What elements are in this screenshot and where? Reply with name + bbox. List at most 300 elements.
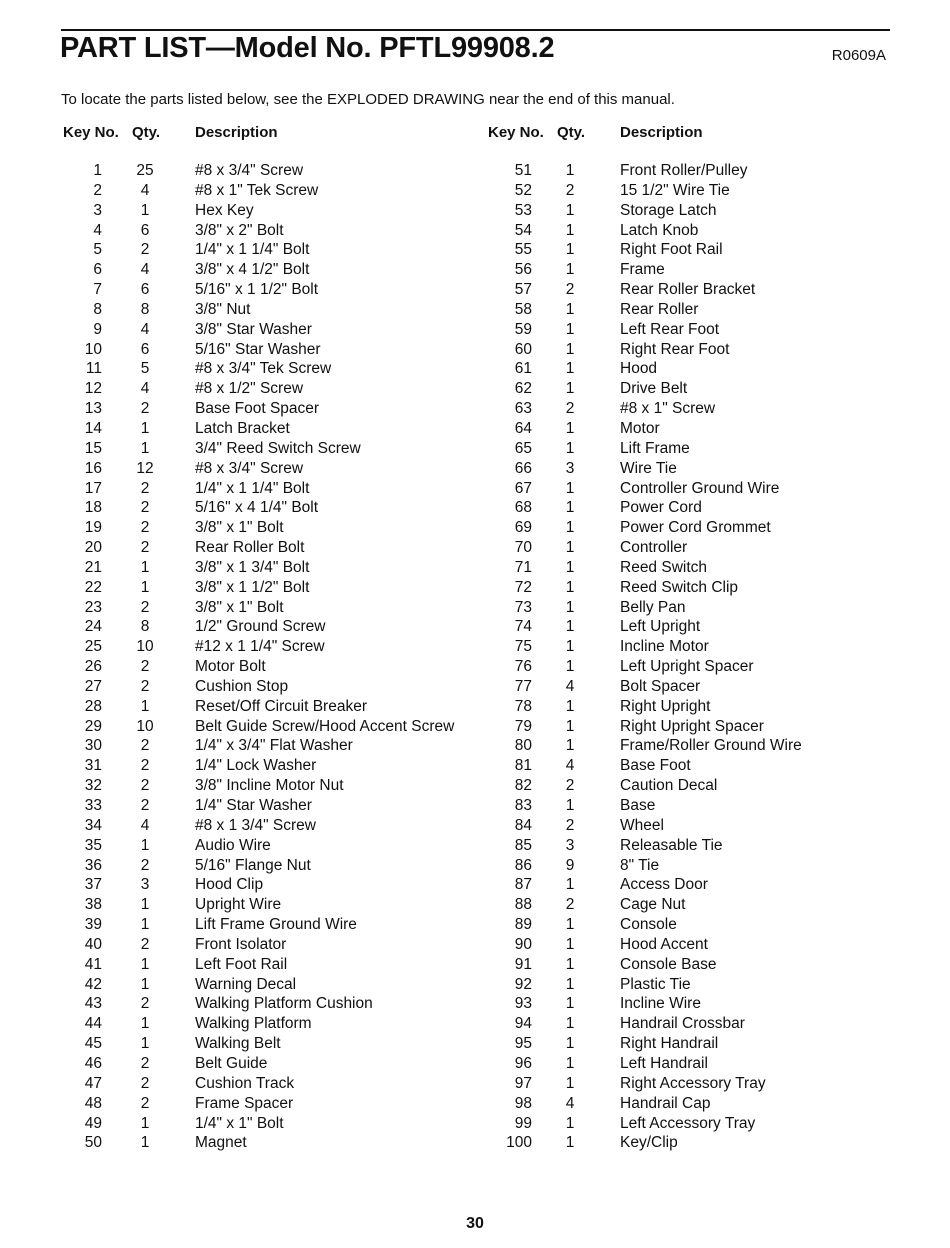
part-key-no: 31 bbox=[84, 757, 102, 775]
part-qty: 2 bbox=[140, 479, 150, 497]
part-row bbox=[488, 976, 908, 996]
part-description: 3/8" x 1" Bolt bbox=[195, 598, 284, 616]
part-key-no: 95 bbox=[514, 1035, 532, 1053]
part-qty: 1 bbox=[140, 419, 150, 437]
part-key-no: 5 bbox=[93, 241, 102, 259]
part-row bbox=[488, 936, 908, 956]
part-qty: 1 bbox=[565, 320, 575, 338]
part-description: Power Cord bbox=[620, 499, 702, 517]
part-qty: 4 bbox=[565, 677, 575, 695]
part-description: Hood bbox=[620, 360, 658, 378]
part-key-no: 34 bbox=[84, 816, 102, 834]
part-description: Right Upright bbox=[620, 697, 711, 715]
part-description: Cushion Track bbox=[195, 1074, 295, 1092]
part-description: 15 1/2" Wire Tie bbox=[620, 181, 730, 199]
part-description: Walking Belt bbox=[195, 1035, 281, 1053]
header-qty: Qty. bbox=[132, 124, 161, 141]
part-qty: 2 bbox=[565, 777, 575, 795]
part-description: Reed Switch bbox=[620, 558, 708, 576]
part-qty: 1 bbox=[565, 916, 575, 934]
part-description: #8 x 3/4" Tek Screw bbox=[195, 360, 332, 378]
part-qty: 4 bbox=[140, 181, 150, 199]
part-row bbox=[63, 1015, 483, 1035]
part-key-no: 6 bbox=[93, 261, 102, 279]
part-row bbox=[488, 995, 908, 1015]
part-description: 3/8" x 1 1/2" Bolt bbox=[195, 578, 310, 596]
part-row bbox=[63, 678, 483, 698]
part-qty: 10 bbox=[136, 717, 154, 735]
part-qty: 1 bbox=[565, 737, 575, 755]
part-qty: 1 bbox=[565, 360, 575, 378]
part-qty: 1 bbox=[565, 241, 575, 259]
part-description: Hex Key bbox=[195, 201, 254, 219]
part-key-no: 18 bbox=[84, 499, 102, 517]
part-description: Front Isolator bbox=[195, 935, 287, 953]
part-key-no: 84 bbox=[514, 816, 532, 834]
part-qty: 2 bbox=[140, 400, 150, 418]
part-row bbox=[488, 777, 908, 797]
part-description: Drive Belt bbox=[620, 380, 688, 398]
part-qty: 6 bbox=[140, 281, 150, 299]
part-qty: 2 bbox=[140, 241, 150, 259]
part-key-no: 86 bbox=[514, 856, 532, 874]
part-description: Console bbox=[620, 916, 677, 934]
part-row bbox=[63, 1134, 483, 1154]
part-row bbox=[63, 360, 483, 380]
part-key-no: 43 bbox=[84, 995, 102, 1013]
header-description: Description bbox=[620, 124, 703, 141]
part-key-no: 32 bbox=[84, 777, 102, 795]
part-qty: 3 bbox=[140, 876, 150, 894]
part-row bbox=[488, 261, 908, 281]
part-description: Latch Bracket bbox=[195, 419, 290, 437]
part-qty: 1 bbox=[565, 1054, 575, 1072]
part-qty: 2 bbox=[140, 519, 150, 537]
part-description: Lift Frame Ground Wire bbox=[195, 916, 357, 934]
part-row bbox=[63, 480, 483, 500]
part-description: Left Handrail bbox=[620, 1054, 708, 1072]
part-description: 3/4" Reed Switch Screw bbox=[195, 439, 361, 457]
part-key-no: 2 bbox=[93, 181, 102, 199]
part-qty: 1 bbox=[565, 380, 575, 398]
part-description: 8" Tie bbox=[620, 856, 660, 874]
part-row bbox=[488, 757, 908, 777]
part-description: Belt Guide Screw/Hood Accent Screw bbox=[195, 717, 455, 735]
part-description: Reed Switch Clip bbox=[620, 578, 739, 596]
part-row bbox=[488, 618, 908, 638]
part-row bbox=[63, 698, 483, 718]
part-qty: 2 bbox=[140, 658, 150, 676]
part-description: Magnet bbox=[195, 1134, 247, 1152]
part-row bbox=[488, 1055, 908, 1075]
part-qty: 1 bbox=[140, 1134, 150, 1152]
part-row bbox=[488, 162, 908, 182]
part-qty: 2 bbox=[140, 1054, 150, 1072]
part-description: Access Door bbox=[620, 876, 708, 894]
part-description: Right Rear Foot bbox=[620, 340, 730, 358]
part-key-no: 40 bbox=[84, 935, 102, 953]
part-description: Wheel bbox=[620, 816, 664, 834]
part-qty: 1 bbox=[565, 717, 575, 735]
part-row bbox=[63, 658, 483, 678]
part-row bbox=[63, 440, 483, 460]
part-key-no: 75 bbox=[514, 638, 532, 656]
part-qty: 4 bbox=[140, 320, 150, 338]
part-description: Key/Clip bbox=[620, 1134, 678, 1152]
part-key-no: 62 bbox=[514, 380, 532, 398]
part-qty: 10 bbox=[136, 638, 154, 656]
part-row bbox=[63, 857, 483, 877]
part-row bbox=[63, 777, 483, 797]
part-qty: 8 bbox=[140, 618, 150, 636]
part-qty: 1 bbox=[565, 479, 575, 497]
part-qty: 1 bbox=[565, 261, 575, 279]
part-key-no: 61 bbox=[514, 360, 532, 378]
part-description: Left Upright bbox=[620, 618, 701, 636]
part-qty: 5 bbox=[140, 360, 150, 378]
part-description: Console Base bbox=[620, 955, 717, 973]
part-key-no: 14 bbox=[84, 419, 102, 437]
part-description: Warning Decal bbox=[195, 975, 297, 993]
part-key-no: 55 bbox=[514, 241, 532, 259]
part-description: Handrail Crossbar bbox=[620, 1015, 745, 1033]
part-qty: 1 bbox=[565, 975, 575, 993]
part-qty: 1 bbox=[140, 1015, 150, 1033]
part-qty: 1 bbox=[565, 578, 575, 596]
part-key-no: 37 bbox=[84, 876, 102, 894]
part-row bbox=[63, 797, 483, 817]
part-row bbox=[488, 1095, 908, 1115]
part-qty: 1 bbox=[140, 1114, 150, 1132]
part-key-no: 46 bbox=[84, 1054, 102, 1072]
part-qty: 2 bbox=[140, 737, 150, 755]
part-row bbox=[63, 599, 483, 619]
part-row bbox=[63, 737, 483, 757]
part-key-no: 45 bbox=[84, 1035, 102, 1053]
part-row bbox=[488, 499, 908, 519]
part-key-no: 26 bbox=[84, 658, 102, 676]
part-row bbox=[488, 460, 908, 480]
part-key-no: 25 bbox=[84, 638, 102, 656]
part-key-no: 90 bbox=[514, 935, 532, 953]
part-row bbox=[488, 579, 908, 599]
part-row bbox=[63, 261, 483, 281]
part-description: Rear Roller bbox=[620, 300, 699, 318]
part-row bbox=[488, 916, 908, 936]
part-description: Wire Tie bbox=[620, 459, 677, 477]
part-row bbox=[63, 757, 483, 777]
part-description: Handrail Cap bbox=[620, 1094, 711, 1112]
part-description: Left Foot Rail bbox=[195, 955, 288, 973]
part-description: Incline Wire bbox=[620, 995, 701, 1013]
part-key-no: 53 bbox=[514, 201, 532, 219]
parts-list-left bbox=[63, 162, 483, 1154]
part-key-no: 70 bbox=[514, 539, 532, 557]
part-description: 3/8" Incline Motor Nut bbox=[195, 777, 344, 795]
part-row bbox=[488, 698, 908, 718]
part-qty: 1 bbox=[140, 578, 150, 596]
part-row bbox=[488, 718, 908, 738]
part-key-no: 59 bbox=[514, 320, 532, 338]
part-row bbox=[63, 539, 483, 559]
part-key-no: 76 bbox=[514, 658, 532, 676]
part-row bbox=[63, 301, 483, 321]
part-row bbox=[63, 1095, 483, 1115]
part-qty: 25 bbox=[136, 162, 154, 179]
part-key-no: 13 bbox=[84, 400, 102, 418]
part-qty: 1 bbox=[565, 1074, 575, 1092]
part-row bbox=[488, 1075, 908, 1095]
part-qty: 1 bbox=[565, 558, 575, 576]
part-qty: 1 bbox=[140, 558, 150, 576]
part-key-no: 8 bbox=[93, 300, 102, 318]
part-key-no: 82 bbox=[514, 777, 532, 795]
part-key-no: 7 bbox=[93, 281, 102, 299]
part-description: 1/4" x 1 1/4" Bolt bbox=[195, 241, 310, 259]
part-qty: 1 bbox=[565, 499, 575, 517]
part-description: Right Handrail bbox=[620, 1035, 719, 1053]
part-description: 3/8" x 1 3/4" Bolt bbox=[195, 558, 310, 576]
part-key-no: 79 bbox=[514, 717, 532, 735]
part-key-no: 3 bbox=[93, 201, 102, 219]
part-description: Upright Wire bbox=[195, 896, 282, 914]
part-key-no: 50 bbox=[84, 1134, 102, 1152]
part-qty: 1 bbox=[565, 162, 575, 179]
part-description: 1/4" Lock Washer bbox=[195, 757, 317, 775]
part-description: Power Cord Grommet bbox=[620, 519, 771, 537]
part-key-no: 4 bbox=[93, 221, 102, 239]
part-row bbox=[488, 956, 908, 976]
part-key-no: 54 bbox=[514, 221, 532, 239]
part-row bbox=[488, 360, 908, 380]
part-key-no: 20 bbox=[84, 539, 102, 557]
part-qty: 2 bbox=[565, 281, 575, 299]
part-key-no: 28 bbox=[84, 697, 102, 715]
part-qty: 2 bbox=[565, 896, 575, 914]
part-qty: 1 bbox=[565, 539, 575, 557]
part-row bbox=[488, 1134, 908, 1154]
part-description: Frame Spacer bbox=[195, 1094, 294, 1112]
part-description: Walking Platform bbox=[195, 1015, 312, 1033]
part-qty: 1 bbox=[140, 896, 150, 914]
part-qty: 4 bbox=[140, 261, 150, 279]
part-row bbox=[63, 499, 483, 519]
header-key-no: Key No. bbox=[488, 124, 544, 141]
part-qty: 2 bbox=[140, 539, 150, 557]
part-description: Caution Decal bbox=[620, 777, 718, 795]
part-description: Base bbox=[620, 797, 656, 814]
part-key-no: 42 bbox=[84, 975, 102, 993]
part-key-no: 19 bbox=[84, 519, 102, 537]
part-qty: 1 bbox=[565, 1035, 575, 1053]
part-key-no: 35 bbox=[84, 836, 102, 854]
part-row bbox=[63, 579, 483, 599]
part-qty: 4 bbox=[140, 816, 150, 834]
part-row bbox=[488, 281, 908, 301]
parts-column-right bbox=[488, 124, 908, 1152]
part-qty: 2 bbox=[140, 797, 150, 814]
part-description: 5/16" Flange Nut bbox=[195, 856, 311, 874]
part-row bbox=[488, 241, 908, 261]
part-row bbox=[63, 876, 483, 896]
part-key-no: 41 bbox=[84, 955, 102, 973]
part-row bbox=[488, 420, 908, 440]
part-description: Base Foot bbox=[620, 757, 691, 775]
part-key-no: 22 bbox=[84, 578, 102, 596]
part-qty: 2 bbox=[565, 400, 575, 418]
part-key-no: 69 bbox=[514, 519, 532, 537]
part-qty: 6 bbox=[140, 221, 150, 239]
part-row bbox=[488, 1115, 908, 1135]
part-key-no: 24 bbox=[84, 618, 102, 636]
part-key-no: 77 bbox=[514, 677, 532, 695]
part-description: Frame bbox=[620, 261, 665, 279]
part-qty: 2 bbox=[140, 856, 150, 874]
part-description: 3/8" x 4 1/2" Bolt bbox=[195, 261, 310, 279]
part-description: 3/8" Star Washer bbox=[195, 320, 312, 338]
part-row bbox=[488, 1015, 908, 1035]
part-key-no: 36 bbox=[84, 856, 102, 874]
part-key-no: 64 bbox=[514, 419, 532, 437]
part-description: Right Foot Rail bbox=[620, 241, 723, 259]
part-qty: 1 bbox=[565, 876, 575, 894]
part-row bbox=[488, 857, 908, 877]
part-qty: 1 bbox=[565, 638, 575, 656]
part-qty: 4 bbox=[140, 380, 150, 398]
part-description: Latch Knob bbox=[620, 221, 699, 239]
part-row bbox=[63, 321, 483, 341]
part-row bbox=[488, 301, 908, 321]
part-qty: 1 bbox=[565, 340, 575, 358]
part-row bbox=[63, 638, 483, 658]
part-row bbox=[63, 936, 483, 956]
part-row bbox=[488, 480, 908, 500]
part-row bbox=[488, 896, 908, 916]
part-qty: 1 bbox=[565, 300, 575, 318]
part-description: Belt Guide bbox=[195, 1054, 268, 1072]
part-qty: 1 bbox=[565, 598, 575, 616]
part-description: Incline Motor bbox=[620, 638, 709, 656]
part-description: Left Rear Foot bbox=[620, 320, 720, 338]
part-description: 3/8" Nut bbox=[195, 300, 251, 318]
part-key-no: 97 bbox=[514, 1074, 532, 1092]
part-description: Left Upright Spacer bbox=[620, 658, 754, 676]
part-key-no: 48 bbox=[84, 1094, 102, 1112]
part-row bbox=[63, 202, 483, 222]
part-qty: 2 bbox=[140, 677, 150, 695]
part-qty: 2 bbox=[140, 1094, 150, 1112]
part-key-no: 29 bbox=[84, 717, 102, 735]
part-key-no: 85 bbox=[514, 836, 532, 854]
part-description: Cage Nut bbox=[620, 896, 686, 914]
part-qty: 4 bbox=[565, 757, 575, 775]
part-description: #8 x 1" Screw bbox=[620, 400, 716, 418]
part-key-no: 66 bbox=[514, 459, 532, 477]
part-row bbox=[488, 400, 908, 420]
part-key-no: 98 bbox=[514, 1094, 532, 1112]
part-row bbox=[488, 321, 908, 341]
part-key-no: 93 bbox=[514, 995, 532, 1013]
part-description: Controller Ground Wire bbox=[620, 479, 780, 497]
part-qty: 1 bbox=[140, 955, 150, 973]
part-description: #8 x 3/4" Screw bbox=[195, 162, 304, 179]
part-key-no: 52 bbox=[514, 181, 532, 199]
part-description: 1/4" x 1" Bolt bbox=[195, 1114, 284, 1132]
part-description: Hood Clip bbox=[195, 876, 264, 894]
part-description: Audio Wire bbox=[195, 836, 271, 854]
part-qty: 1 bbox=[565, 1114, 575, 1132]
part-row bbox=[63, 281, 483, 301]
part-description: Base Foot Spacer bbox=[195, 400, 320, 418]
part-row bbox=[488, 599, 908, 619]
part-qty: 12 bbox=[136, 459, 154, 477]
part-qty: 2 bbox=[565, 181, 575, 199]
header-description: Description bbox=[195, 124, 278, 141]
parts-column-left bbox=[63, 124, 483, 1152]
part-qty: 2 bbox=[565, 816, 575, 834]
part-row bbox=[63, 460, 483, 480]
part-row bbox=[488, 222, 908, 242]
part-key-no: 57 bbox=[514, 281, 532, 299]
part-qty: 3 bbox=[565, 459, 575, 477]
part-key-no: 9 bbox=[93, 320, 102, 338]
part-key-no: 78 bbox=[514, 697, 532, 715]
part-key-no: 49 bbox=[84, 1114, 102, 1132]
part-row bbox=[63, 896, 483, 916]
part-description: 1/2" Ground Screw bbox=[195, 618, 326, 636]
part-description: Rear Roller Bolt bbox=[195, 539, 305, 557]
part-key-no: 96 bbox=[514, 1054, 532, 1072]
part-qty: 1 bbox=[565, 439, 575, 457]
part-qty: 1 bbox=[140, 201, 150, 219]
part-row bbox=[63, 519, 483, 539]
part-qty: 8 bbox=[140, 300, 150, 318]
header-key-no: Key No. bbox=[63, 124, 119, 141]
part-description: Controller bbox=[620, 539, 688, 557]
header-qty: Qty. bbox=[557, 124, 586, 141]
top-rule bbox=[61, 29, 890, 31]
part-row bbox=[63, 837, 483, 857]
part-qty: 1 bbox=[565, 419, 575, 437]
part-key-no: 100 bbox=[506, 1134, 532, 1152]
part-description: 5/16" x 4 1/4" Bolt bbox=[195, 499, 319, 517]
part-row bbox=[488, 817, 908, 837]
part-description: 1/4" Star Washer bbox=[195, 797, 312, 814]
part-qty: 1 bbox=[565, 201, 575, 219]
part-qty: 1 bbox=[565, 1015, 575, 1033]
column-headers bbox=[63, 124, 483, 146]
part-key-no: 88 bbox=[514, 896, 532, 914]
part-description: Bolt Spacer bbox=[620, 677, 701, 695]
part-row bbox=[63, 420, 483, 440]
part-row bbox=[488, 559, 908, 579]
part-row bbox=[488, 1035, 908, 1055]
part-qty: 1 bbox=[140, 439, 150, 457]
part-description: #8 x 3/4" Screw bbox=[195, 459, 304, 477]
part-qty: 2 bbox=[140, 1074, 150, 1092]
part-qty: 2 bbox=[140, 995, 150, 1013]
part-row bbox=[488, 519, 908, 539]
part-key-no: 38 bbox=[84, 896, 102, 914]
part-description: Frame/Roller Ground Wire bbox=[620, 737, 802, 755]
part-qty: 2 bbox=[140, 757, 150, 775]
part-description: Plastic Tie bbox=[620, 975, 691, 993]
part-key-no: 15 bbox=[84, 439, 102, 457]
part-row bbox=[63, 559, 483, 579]
part-row bbox=[488, 380, 908, 400]
part-key-no: 33 bbox=[84, 797, 102, 814]
part-key-no: 83 bbox=[514, 797, 532, 814]
